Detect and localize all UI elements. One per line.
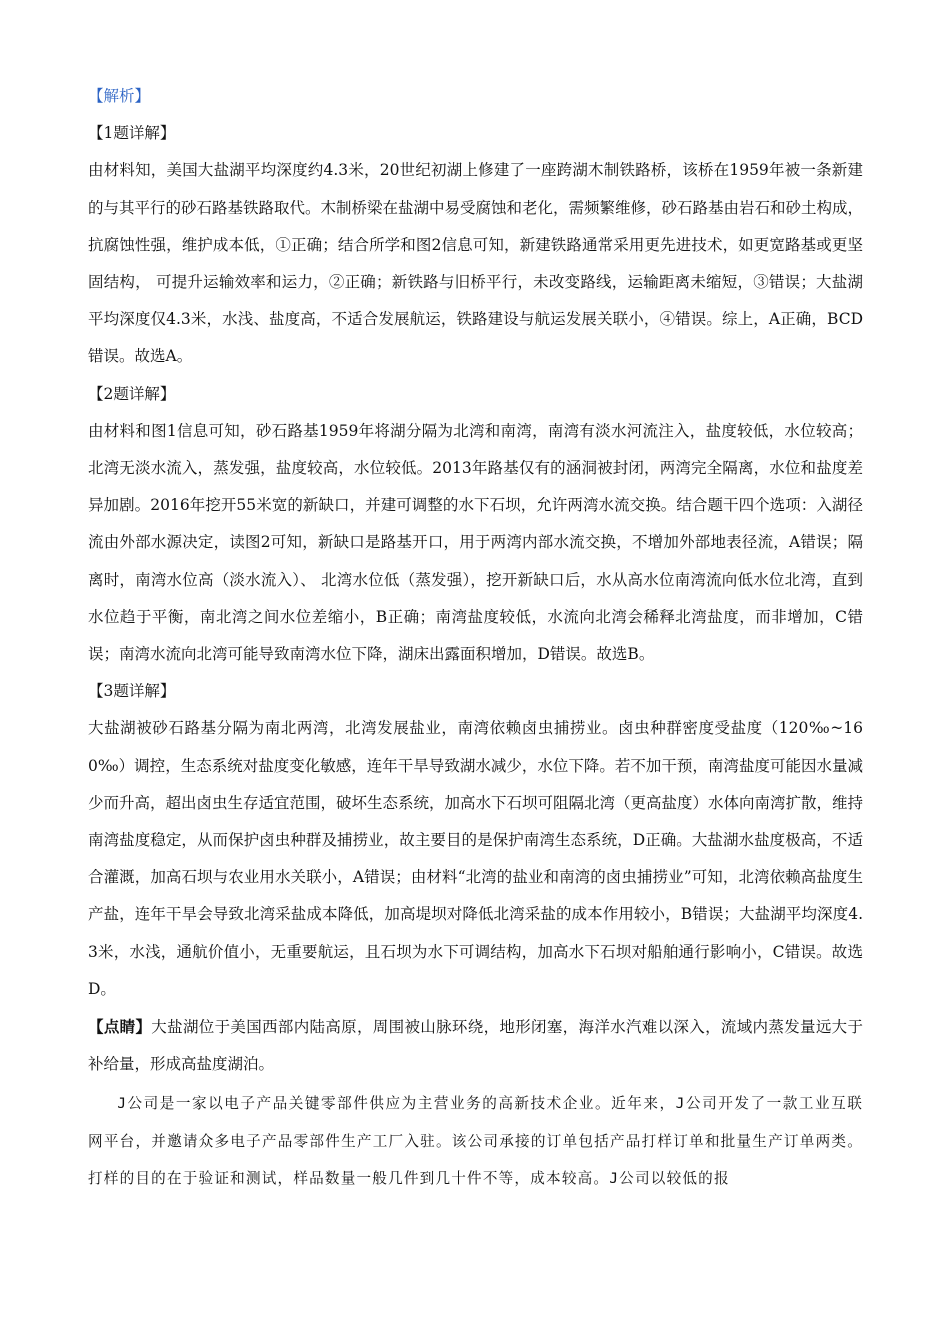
analysis-label: 【解析】: [88, 87, 151, 105]
q3-explanation: 大盐湖被砂石路基分隔为南北两湾，北湾发展盐业，南湾依赖卤虫捕捞业。卤虫种群密度受盐度（120‰~160‰）调控，生态系统对盐度变化敏感，连年干旱导致湖水减少，水位下降。若不加干预，南湾盐度可能因水量减少而升高，超出卤虫生存适宜范围，破坏生态系统，加高水下石坝可阻隔北湾（更高盐度）水体向南湾扩散，维持南湾盐度稳定，从而保护卤虫种群及捕捞业，故主要目的是保护南湾生态系统，D正确。大盐湖水盐度极高，不适合灌溉，加高石坝与农业用水关联小，A错误；由材料“北湾的盐业和南湾的卤虫捕捞业”可知，北湾依赖高盐度生产盐，连年干旱会导致北湾采盐成本降低，加高堤坝对降低北湾采盐的成本作用较小，B错误；大盐湖平均深度4.3米，水浅，通航价值小，无重要航运，且石坝为水下可调结构，加高水下石坝对船舶通行影响小，C错误。故选D。: [88, 719, 864, 998]
tip-body: 大盐湖位于美国西部内陆高原，周围被山脉环绕，地形闭塞，海洋水汽难以深入，流域内蒸发量远大于补给量，形成高盐度湖泊。: [88, 1018, 863, 1074]
tip-label: 【点睛】: [88, 1017, 152, 1037]
tip-paragraph: [88, 1008, 863, 1083]
q3-heading: 【3题详解】: [88, 682, 176, 701]
document-page: [88, 78, 863, 1197]
reading-passage: J公司是一家以电子产品关键零部件供应为主营业务的高新技术企业。近年来，J公司开发了一款工业互联网平台，并邀请众多电子产品零部件生产工厂入驻。该公司承接的订单包括产品打样订单和批量生产订单两类。打样的目的在于验证和测试，样品数量一般几件到几十件不等，成本较高。J公司以较低的报: [88, 1095, 863, 1187]
q2-heading: 【2题详解】: [88, 384, 176, 403]
analysis-heading: [88, 78, 863, 115]
q1-explanation: 由材料知，美国大盐湖平均深度约4.3米，20世纪初湖上修建了一座跨湖木制铁路桥，该桥在1959年被一条新建的与其平行的砂石路基铁路取代。木制桥梁在盐湖中易受腐蚀和老化，需频繁维修，砂石路基由岩石和砂土构成，抗腐蚀性强，维护成本低，①正确；结合所学和图2信息可知，新建铁路通常采用更先进技术，如更宽路基或更坚固结构， 可提升运输效率和运力，②正确；新铁路与旧桥平行，未改变路线，运输距离未缩短，③错误；大盐湖平均深度仅4.3米，水浅、盐度高，不适合发展航运，铁路建设与航运发展关联小，④错误。综上，A正确，BCD错误。故选A。: [88, 161, 864, 366]
passage-block: [88, 1085, 863, 1197]
q1-heading: 【1题详解】: [88, 124, 176, 143]
q2-explanation: 由材料和图1信息可知，砂石路基1959年将湖分隔为北湾和南湾，南湾有淡水河流注入，盐度较低，水位较高；北湾无淡水流入，蒸发强，盐度较高，水位较低。2013年路基仅有的涵洞被封闭，两湾完全隔离，水位和盐度差异加剧。2016年挖开55米宽的新缺口，并建可调整的水下石坝，允许两湾水流交换。结合题干四个选项：入湖径流由外部水源决定，读图2可知，新缺口是路基开口，用于两湾内部水流交换，不增加外部地表径流，A错误；隔离时，南湾水位高（淡水流入）、 北湾水位低（蒸发强），挖开新缺口后，水从高水位南湾流向低水位北湾，直到水位趋于平衡，南北湾之间水位差缩小，B正确；南湾盐度较低，水流向北湾会稀释北湾盐度，而非增加，C错误；南湾水流向北湾可能导致南湾水位下降，湖床出露面积增加，D错误。故选B。: [88, 421, 863, 664]
